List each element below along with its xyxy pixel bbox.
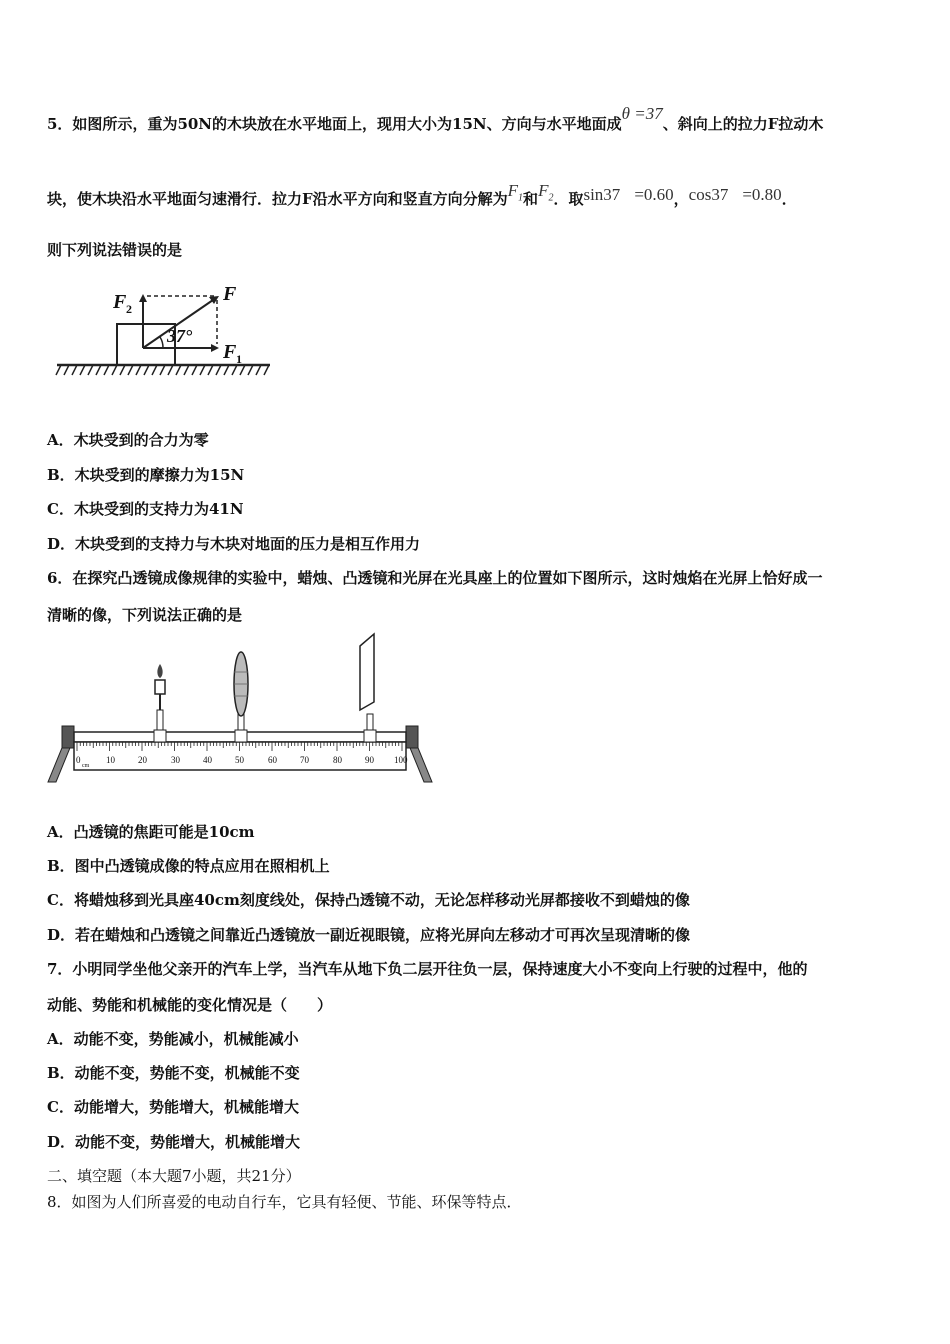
- ruler-label-cm: cm: [82, 763, 90, 769]
- ruler-label-0: 0: [76, 755, 81, 765]
- right-end-block: [406, 726, 418, 748]
- ground-hatch: [56, 365, 269, 375]
- q5-f1: F: [507, 181, 519, 200]
- q5-option-a: A．木块受到的合力为零: [47, 431, 209, 449]
- q5-option-b: B．木块受到的摩擦力为15N: [47, 466, 245, 484]
- q6-option-b: B．图中凸透镜成像的特点应用在照相机上: [47, 857, 330, 875]
- q7-stem-line2: 动能、势能和机械能的变化情况是（ ）: [47, 996, 333, 1014]
- ruler-label-50: 50: [235, 755, 244, 765]
- q5-cos-val: =0.80: [742, 185, 782, 204]
- q5-option-d: D．木块受到的支持力与木块对地面的压力是相互作用力: [47, 535, 421, 553]
- q5-text-1a: 5．如图所示，重为50N的木块放在水平地面上，现用大小为15N、方向与水平地面成: [47, 115, 622, 133]
- q6-option-c: C．将蜡烛移到光具座40cm刻度线处，保持凸透镜不动，无论怎样移动光屏都接收不到蜡烛的像: [47, 891, 690, 909]
- q5-take: ．取: [553, 190, 584, 208]
- q7-stem-line1: 7．小明同学坐他父亲开的汽车上学，当汽车从地下负二层开往负一层，保持速度大小不变向上行驶的过程中，他的: [47, 960, 808, 978]
- f1-arrowhead: [211, 344, 219, 352]
- q5-sin: sin37: [583, 185, 621, 204]
- convex-lens: [234, 652, 248, 742]
- label-angle: 37°: [167, 326, 193, 346]
- f2-arrowhead: [139, 294, 147, 302]
- q6-option-d: D．若在蜡烛和凸透镜之间靠近凸透镜放一副近视眼镜，应将光屏向左移动才可再次呈现清晰的像: [47, 926, 691, 944]
- label-F: F: [223, 283, 237, 305]
- q7-option-d: D．动能不变，势能增大，机械能增大: [47, 1133, 301, 1151]
- q5-comma: ，: [673, 190, 689, 208]
- ruler-label-70: 70: [300, 755, 309, 765]
- q5-text-1b: 、斜向上的拉力F拉动木: [662, 115, 824, 133]
- label-F2: F: [113, 291, 127, 313]
- q5-f2-sub: 2: [548, 192, 554, 204]
- light-screen: [360, 634, 376, 742]
- candle: [154, 664, 166, 742]
- q5-option-c: C．木块受到的支持力为41N: [47, 500, 244, 518]
- q5-and: 和: [523, 190, 539, 208]
- q5-f1-sub: 1: [518, 192, 524, 204]
- flame-icon: [157, 664, 162, 678]
- q5-period: ．: [781, 190, 797, 208]
- q7-option-a: A．动能不变，势能减小，机械能减小: [47, 1030, 299, 1048]
- q7-option-b: B．动能不变，势能不变，机械能不变: [47, 1064, 300, 1082]
- q5-stem-line1: [47, 104, 824, 134]
- ruler-label-20: 20: [138, 755, 147, 765]
- ruler-label-10: 10: [106, 755, 115, 765]
- q6-optical-bench-figure: [44, 632, 439, 787]
- ruler-label-90: 90: [365, 755, 374, 765]
- q5-f2: F: [538, 181, 549, 200]
- label-F1-sub: 1: [236, 352, 242, 366]
- q5-force-figure: [55, 280, 275, 380]
- q5-stem-line2: [47, 181, 797, 216]
- label-F2-sub: 2: [126, 302, 132, 316]
- q5-stem-line3: 则下列说法错误的是: [47, 241, 183, 259]
- ruler-label-80: 80: [333, 755, 342, 765]
- ruler-label-40: 40: [203, 755, 212, 765]
- q5-theta: θ =37: [621, 104, 663, 123]
- ruler-label-30: 30: [171, 755, 180, 765]
- q5-sin-val: =0.60: [634, 185, 674, 204]
- q5-text-2a: 块，使木块沿水平地面匀速滑行．拉力F沿水平方向和竖直方向分解为: [47, 190, 508, 208]
- label-F1: F: [223, 341, 237, 363]
- q6-stem-line2: 清晰的像，下列说法正确的是: [47, 606, 243, 624]
- left-end-block: [62, 726, 74, 748]
- ruler-label-60: 60: [268, 755, 277, 765]
- section2-title: 二、填空题（本大题7小题，共21分）: [47, 1167, 301, 1185]
- q7-option-c: C．动能增大，势能增大，机械能增大: [47, 1098, 299, 1116]
- ruler-label-100: 100: [394, 755, 408, 765]
- q6-option-a: A．凸透镜的焦距可能是10cm: [47, 823, 255, 841]
- q8-stem-line1: 8．如图为人们所喜爱的电动自行车，它具有轻便、节能、环保等特点．: [47, 1193, 522, 1211]
- q6-stem-line1: 6．在探究凸透镜成像规律的实验中，蜡烛、凸透镜和光屏在光具座上的位置如下图所示，这时烛焰在光屏上恰好成一: [47, 569, 823, 587]
- angle-arc: [160, 337, 163, 348]
- q5-cos: cos37: [688, 185, 729, 204]
